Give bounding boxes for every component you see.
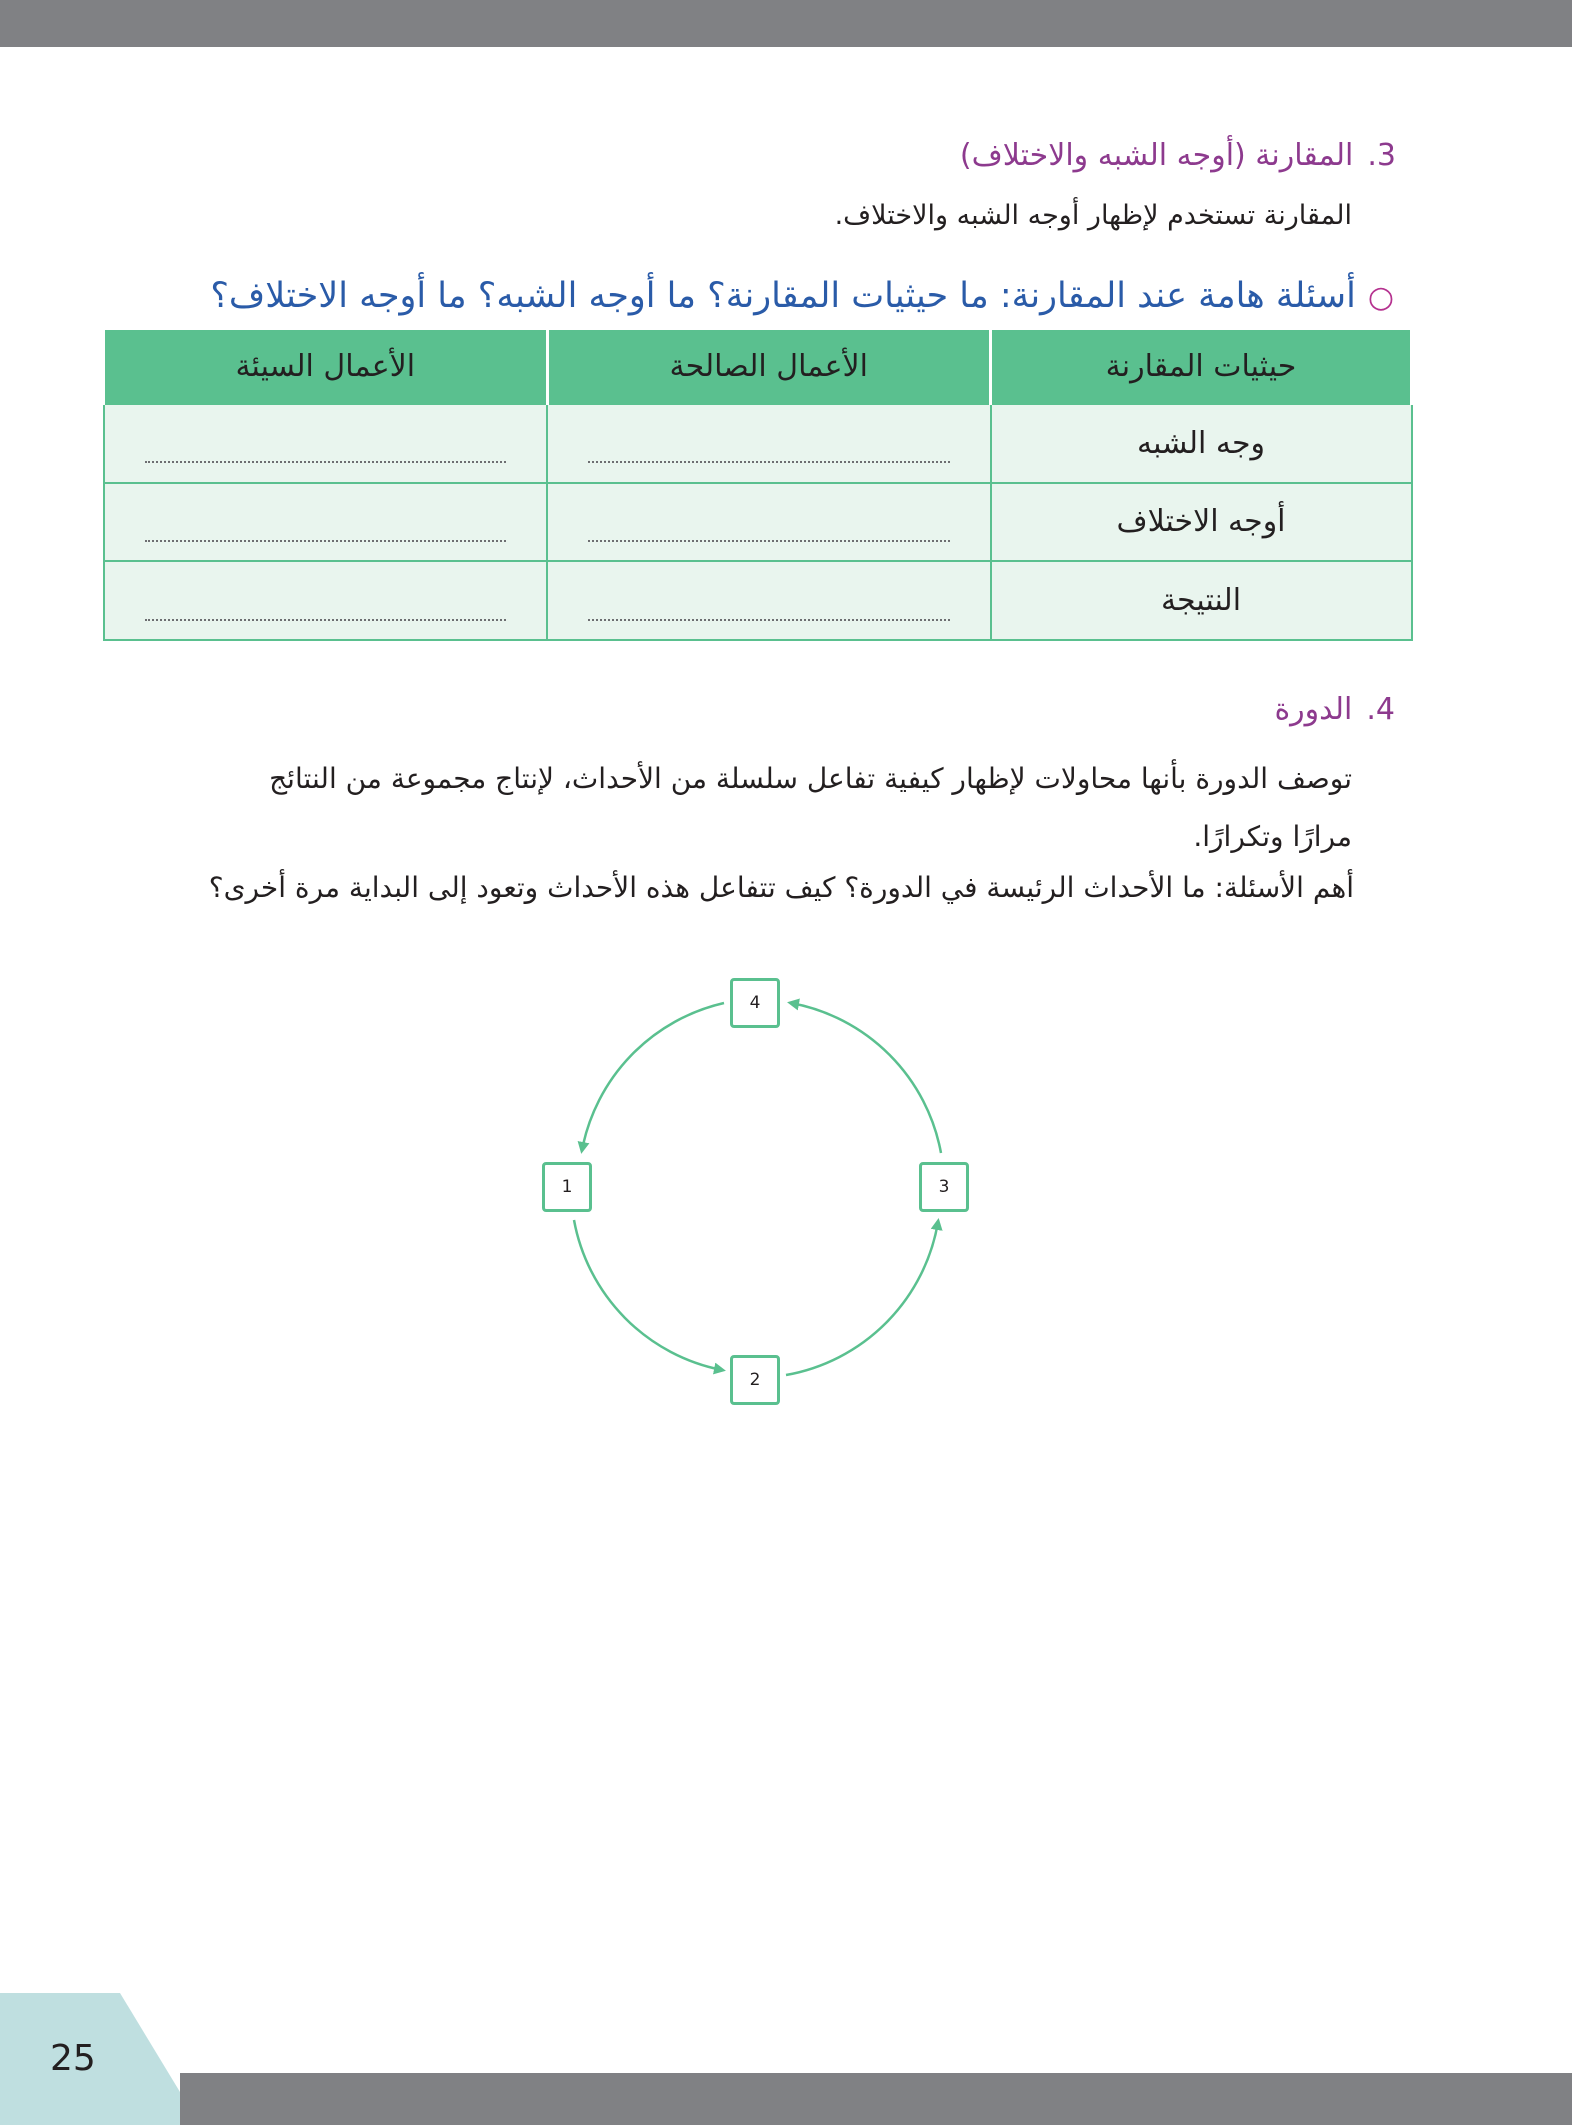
- comparison-questions: [210, 276, 1394, 316]
- answer-blank[interactable]: [104, 561, 548, 640]
- paragraph-line: مرارًا وتكرارًا.: [1193, 820, 1352, 853]
- dotted-line: [588, 609, 950, 621]
- answer-blank[interactable]: [547, 561, 991, 640]
- table-header-row: [104, 330, 1412, 404]
- page-number-tab: [0, 1993, 200, 2125]
- dotted-line: [145, 609, 507, 621]
- section-3-heading: [960, 138, 1396, 173]
- cycle-node-1[interactable]: 1: [542, 1162, 592, 1212]
- section-4-title: الدورة: [1274, 692, 1353, 727]
- table-row: [104, 561, 1412, 640]
- row-label: النتيجة: [991, 561, 1412, 640]
- table-row: [104, 404, 1412, 483]
- section-3-title: المقارنة (أوجه الشبه والاختلاف): [959, 138, 1354, 173]
- section-4-number: 4.: [1366, 692, 1395, 727]
- cycle-node-2[interactable]: 2: [730, 1355, 780, 1405]
- cycle-arrow-2-to-3: [786, 1222, 938, 1375]
- cycle-arrow-3-to-4: [791, 1003, 941, 1153]
- section-4-heading: [1274, 692, 1395, 727]
- table-row: [104, 483, 1412, 562]
- row-label: وجه الشبه: [991, 404, 1412, 483]
- section-3-description: المقارنة تستخدم لإظهار أوجه الشبه والاختلاف.: [834, 200, 1352, 231]
- dotted-line: [588, 451, 950, 463]
- cycle-node-4[interactable]: 4: [730, 978, 780, 1028]
- page-number: 25: [50, 2038, 96, 2079]
- dotted-line: [588, 530, 950, 542]
- cycle-arrow-1-to-2: [574, 1220, 722, 1370]
- paragraph-line: توصف الدورة بأنها محاولات لإظهار كيفية تفاعل سلسلة من الأحداث، لإنتاج مجموعة من النتائج: [269, 762, 1352, 795]
- row-label: أوجه الاختلاف: [991, 483, 1412, 562]
- answer-blank[interactable]: [547, 404, 991, 483]
- cycle-arrow-4-to-1: [582, 1003, 724, 1150]
- top-bar: [0, 0, 1572, 47]
- table-header: الأعمال الصالحة: [547, 330, 991, 404]
- comparison-table: [102, 330, 1413, 641]
- section-4-questions: أهم الأسئلة: ما الأحداث الرئيسة في الدورة؟ كيف تتفاعل هذه الأحداث وتعود إلى البداية مرة أخرى؟: [208, 871, 1354, 904]
- table-header: حيثيات المقارنة: [991, 330, 1412, 404]
- table-header: الأعمال السيئة: [104, 330, 548, 404]
- cycle-node-3[interactable]: 3: [919, 1162, 969, 1212]
- dotted-line: [145, 530, 507, 542]
- answer-blank[interactable]: [547, 483, 991, 562]
- bottom-bar: [180, 2073, 1572, 2125]
- section-3-number: 3.: [1367, 138, 1396, 173]
- bullet-icon: ○: [1367, 280, 1394, 315]
- comparison-questions-text: أسئلة هامة عند المقارنة: ما حيثيات المقارنة؟ ما أوجه الشبه؟ ما أوجه الاختلاف؟: [210, 276, 1356, 316]
- dotted-line: [145, 451, 507, 463]
- answer-blank[interactable]: [104, 404, 548, 483]
- section-4-paragraph: [118, 750, 1352, 866]
- answer-blank[interactable]: [104, 483, 548, 562]
